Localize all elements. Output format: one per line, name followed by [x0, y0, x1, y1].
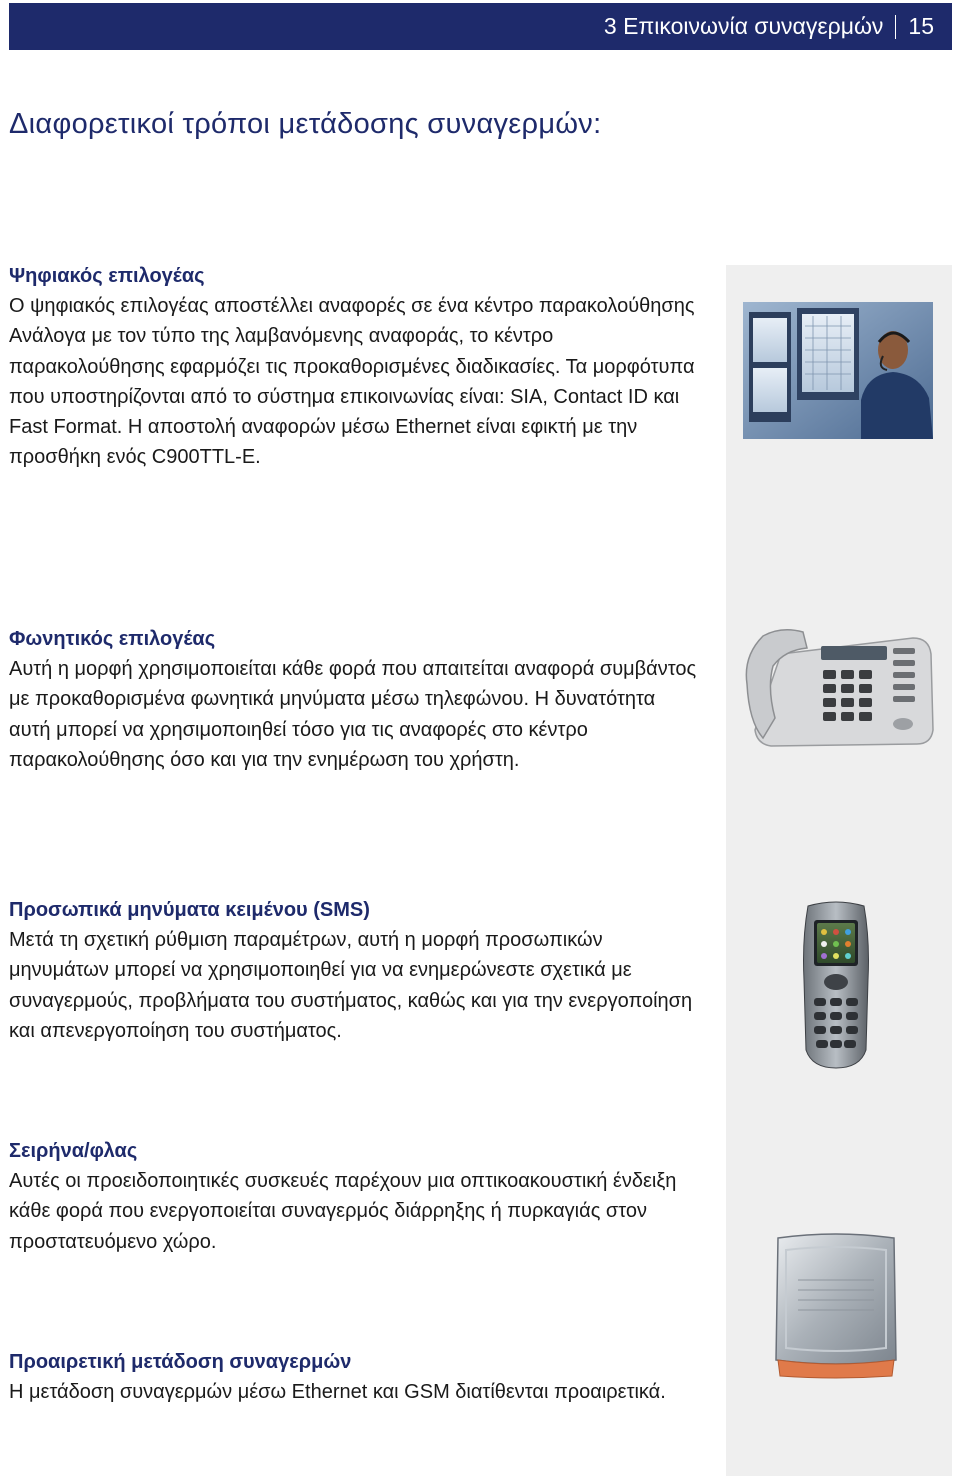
page-number: 15	[908, 13, 934, 39]
section-body: Αυτές οι προειδοποιητικές συσκευές παρέχουν μια οπτικοακουστική ένδειξη κάθε φορά που ενεργοποιείται συναγερμός διάρρηξης ή πυρκαγιάς στον προστατευόμενο χώρο.	[9, 1170, 677, 1253]
section-voice-dialer	[9, 624, 699, 775]
section-heading: Φωνητικός επιλογέας	[9, 628, 216, 650]
section-body: Η μετάδοση συναγερμών μέσω Ethernet και GSM διατίθενται προαιρετικά.	[9, 1381, 666, 1403]
desk-telephone-image	[741, 626, 935, 750]
section-body: Μετά τη σχετική ρύθμιση παραμέτρων, αυτή η μορφή προσωπικών μηνυμάτων μπορεί να χρησιμοποιηθεί για να ενημερώνεστε σχετικά με συναγερμούς, προβλήματα του συστήματος, καθώς και για την ενεργοποίηση και απενεργοποίηση του συστήματος.	[9, 929, 693, 1042]
header-section-title: 3 Επικοινωνία συναγερμών	[603, 13, 884, 39]
section-heading: Σειρήνα/φλας	[9, 1140, 138, 1162]
section-digital-dialer	[9, 261, 699, 473]
monitoring-operator-image	[743, 302, 933, 439]
section-sms	[9, 895, 699, 1046]
header-bar	[9, 3, 952, 50]
siren-flash-image	[772, 1230, 900, 1380]
mobile-phone-image	[800, 900, 872, 1070]
section-heading: Ψηφιακός επιλογέας	[9, 265, 205, 287]
section-heading: Προσωπικά μηνύματα κειμένου (SMS)	[9, 899, 370, 921]
page-title: Διαφορετικοί τρόποι μετάδοσης συναγερμών:	[9, 108, 602, 140]
header-divider	[895, 15, 896, 39]
section-heading: Προαιρετική μετάδοση συναγερμών	[9, 1351, 352, 1373]
section-siren-flash	[9, 1136, 699, 1257]
section-optional-transmission	[9, 1347, 699, 1407]
section-body: Αυτή η μορφή χρησιμοποιείται κάθε φορά που απαιτείται αναφορά συμβάντος με προκαθορισμένα φωνητικά μηνύματα μέσω τηλεφώνου. Η δυνατότητα αυτή μπορεί να χρησιμοποιηθεί τόσο για τις αναφορές στο κέντρο παρακολούθησης όσο και για την ενημέρωση του χρήστη.	[9, 658, 697, 771]
section-body: Ο ψηφιακός επιλογέας αποστέλλει αναφορές σε ένα κέντρο παρακολούθησης Ανάλογα με τον τύπο της λαμβανόμενης αναφοράς, το κέντρο παρακολούθησης εφαρμόζει τις προκαθορισμένες διαδικασίες. Τα μορφότυπα που υποστηρίζονται από το σύστημα επικοινωνίας είναι: SIA, Contact ID και Fast Format. Η αποστολή αναφορών μέσω Ethernet είναι εφικτή με την προσθήκη ενός C900TTL-E.	[9, 295, 695, 469]
